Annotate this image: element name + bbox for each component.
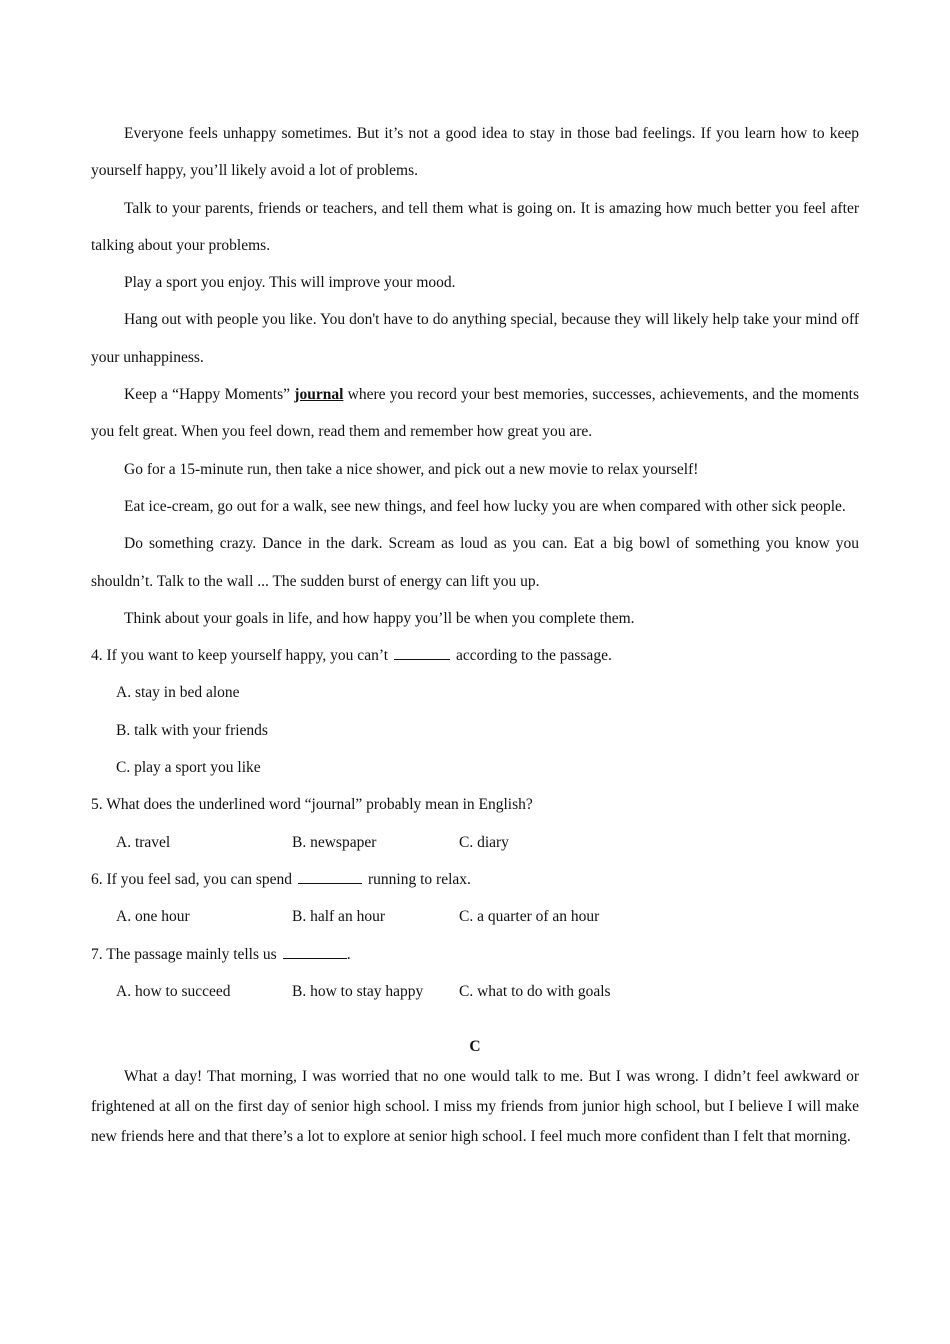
question-7-options — [91, 973, 859, 1010]
section-c-paragraph: What a day! That morning, I was worried that no one would talk to me. But I was wrong. I didn’t feel awkward or frightened at all on the first day of senior high school. I miss my friends from junior high school, but I believe I will make new friends here and that there’s a lot to explore at senior high school. I feel much more confident than I felt that morning. — [91, 1068, 859, 1146]
option-b: B. how to stay happy — [292, 982, 424, 1000]
journal-para-after: where you record your best memories, successes, achievements, and the moments you felt great. When you feel down, read them and remember how great you are. — [91, 386, 859, 441]
question-4-text: 4. If you want to keep yourself happy, you can’t — [91, 647, 389, 665]
answer-blank — [283, 944, 347, 959]
question-5: 5. What does the underlined word “journal” probably mean in English? — [91, 796, 533, 814]
option-a: A. one hour — [116, 908, 190, 926]
question-4 — [91, 637, 859, 674]
question-6-options — [91, 898, 859, 935]
question-6-text: 6. If you feel sad, you can spend — [91, 870, 293, 888]
document-page — [91, 115, 859, 1152]
question-7-text: 7. The passage mainly tells us — [91, 945, 277, 963]
option-b: B. newspaper — [292, 833, 377, 851]
option-c: C. what to do with goals — [459, 982, 611, 1000]
passage-paragraph: Eat ice-cream, go out for a walk, see new things, and feel how lucky you are when compared with other sick people. — [124, 497, 846, 515]
question-6 — [91, 861, 859, 898]
question-6-text-after: running to relax. — [368, 870, 471, 888]
passage-paragraph-journal — [91, 376, 859, 451]
option-a: A. stay in bed alone — [116, 684, 240, 702]
section-c — [91, 1032, 859, 1152]
option-a: A. travel — [116, 833, 171, 851]
option-b: B. half an hour — [292, 908, 385, 926]
passage-paragraph: Think about your goals in life, and how happy you’ll be when you complete them. — [124, 609, 635, 627]
option-c: C. play a sport you like — [116, 759, 261, 777]
option-b: B. talk with your friends — [116, 721, 268, 739]
journal-para-before: Keep a “Happy Moments” — [124, 386, 295, 404]
passage-paragraph: Everyone feels unhappy sometimes. But it’s not a good idea to stay in those bad feelings. If you learn how to keep yourself happy, you’ll likely avoid a lot of problems. — [91, 125, 859, 180]
question-4-text-after: according to the passage. — [456, 647, 612, 665]
section-title: C — [469, 1038, 481, 1056]
passage-paragraph: Go for a 15-minute run, then take a nice shower, and pick out a new movie to relax yourself! — [124, 460, 699, 478]
question-5-options — [91, 824, 859, 861]
passage-paragraph: Play a sport you enjoy. This will improve your mood. — [124, 274, 456, 292]
underlined-word-journal: journal — [294, 386, 344, 404]
option-a: A. how to succeed — [116, 982, 231, 1000]
question-7 — [91, 936, 859, 973]
passage-paragraph: Do something crazy. Dance in the dark. Scream as loud as you can. Eat a big bowl of something you know you shouldn’t. Talk to the wall ... The sudden burst of energy can lift you up. — [91, 535, 859, 590]
passage-paragraph: Hang out with people you like. You don't have to do anything special, because they will likely help take your mind off your unhappiness. — [91, 311, 859, 366]
option-c: C. diary — [459, 833, 509, 851]
answer-blank — [298, 869, 362, 884]
option-c: C. a quarter of an hour — [459, 908, 600, 926]
question-7-text-after: . — [346, 945, 351, 963]
answer-blank — [394, 645, 450, 660]
passage-paragraph: Talk to your parents, friends or teachers, and tell them what is going on. It is amazing how much better you feel after talking about your problems. — [91, 199, 859, 254]
